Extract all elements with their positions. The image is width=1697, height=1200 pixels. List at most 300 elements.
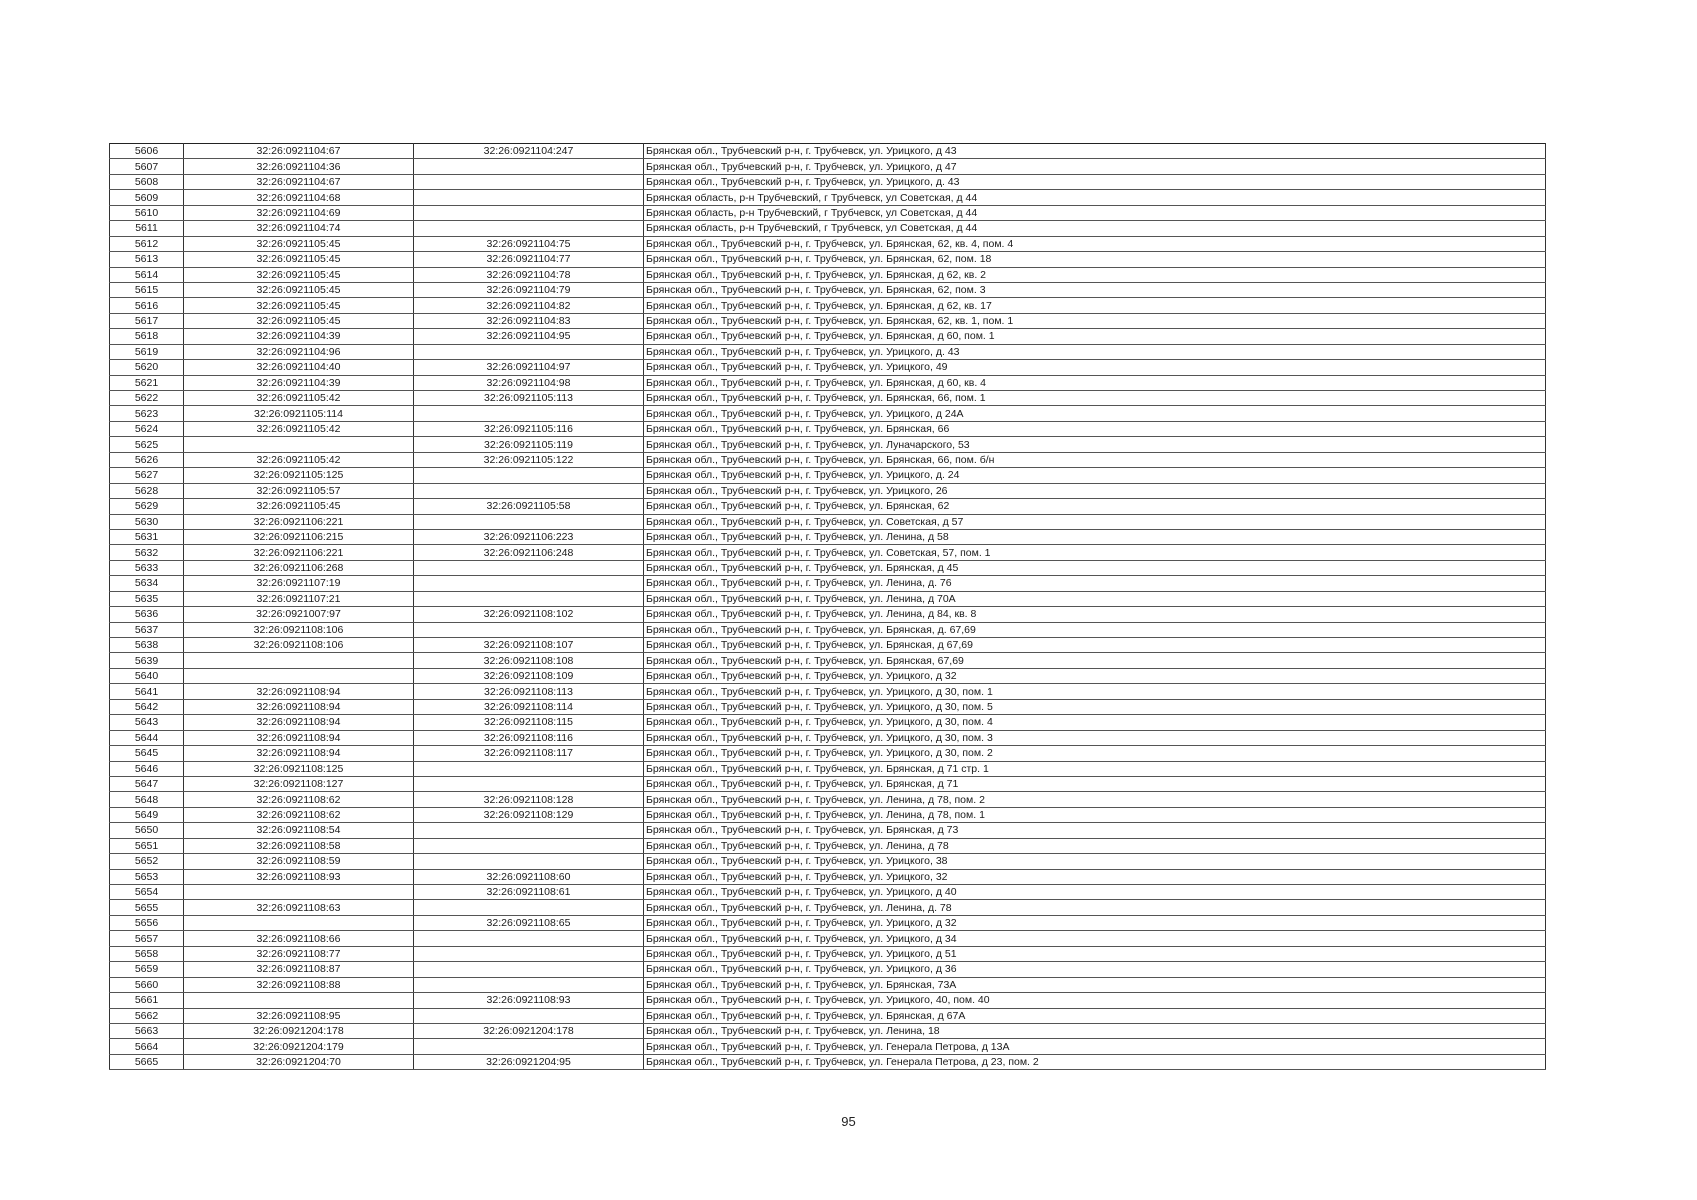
address-cell: Брянская обл., Трубчевский р-н, г. Трубчевск, ул. Ленина, д 78, пом. 1 [644,807,1546,822]
row-number-cell: 5633 [110,560,184,575]
row-number-cell: 5644 [110,730,184,745]
table-row [110,684,1546,699]
row-number-cell: 5614 [110,267,184,282]
parcel-number-cell: 32:26:0921104:67 [184,174,414,189]
row-number-cell: 5624 [110,421,184,436]
row-number-cell: 5664 [110,1039,184,1054]
address-cell: Брянская обл., Трубчевский р-н, г. Трубчевск, ул. Луначарского, 53 [644,437,1546,452]
parcel-number-cell: 32:26:0921108:127 [184,776,414,791]
row-number-cell: 5620 [110,360,184,375]
parcel-number-cell: 32:26:0921104:40 [184,360,414,375]
table-row [110,993,1546,1008]
object-number-cell: 32:26:0921108:115 [414,715,644,730]
address-cell: Брянская обл., Трубчевский р-н, г. Трубчевск, ул. Урицкого, 49 [644,360,1546,375]
row-number-cell: 5613 [110,252,184,267]
parcel-number-cell [184,993,414,1008]
row-number-cell: 5653 [110,869,184,884]
row-number-cell: 5648 [110,792,184,807]
object-number-cell: 32:26:0921108:102 [414,607,644,622]
table-row [110,576,1546,591]
table-row [110,607,1546,622]
row-number-cell: 5631 [110,529,184,544]
address-cell: Брянская обл., Трубчевский р-н, г. Трубчевск, ул. Брянская, 66, пом. 1 [644,391,1546,406]
parcel-number-cell: 32:26:0921104:69 [184,205,414,220]
table-row [110,221,1546,236]
address-cell: Брянская обл., Трубчевский р-н, г. Трубчевск, ул. Брянская, д 71 стр. 1 [644,761,1546,776]
table-row [110,529,1546,544]
table-row [110,468,1546,483]
row-number-cell: 5643 [110,715,184,730]
object-number-cell [414,344,644,359]
address-cell: Брянская обл., Трубчевский р-н, г. Трубчевск, ул. Ленина, д. 76 [644,576,1546,591]
parcel-number-cell: 32:26:0921105:125 [184,468,414,483]
object-number-cell [414,838,644,853]
table-row [110,360,1546,375]
object-number-cell: 32:26:0921104:83 [414,313,644,328]
row-number-cell: 5639 [110,653,184,668]
row-number-cell: 5606 [110,144,184,159]
parcel-number-cell: 32:26:0921108:93 [184,869,414,884]
address-cell: Брянская обл., Трубчевский р-н, г. Трубчевск, ул. Брянская, 62, кв. 4, пом. 4 [644,236,1546,251]
table-row [110,699,1546,714]
row-number-cell: 5658 [110,946,184,961]
address-cell: Брянская обл., Трубчевский р-н, г. Трубчевск, ул. Ленина, д. 78 [644,900,1546,915]
row-number-cell: 5607 [110,159,184,174]
address-cell: Брянская обл., Трубчевский р-н, г. Трубчевск, ул. Ленина, д 70А [644,591,1546,606]
table-row [110,931,1546,946]
address-cell: Брянская обл., Трубчевский р-н, г. Трубчевск, ул. Урицкого, д. 43 [644,344,1546,359]
object-number-cell: 32:26:0921108:114 [414,699,644,714]
address-cell: Брянская обл., Трубчевский р-н, г. Трубчевск, ул. Советская, 57, пом. 1 [644,545,1546,560]
object-number-cell: 32:26:0921105:58 [414,499,644,514]
parcel-number-cell: 32:26:0921106:221 [184,514,414,529]
address-cell: Брянская обл., Трубчевский р-н, г. Трубчевск, ул. Брянская, д 62, кв. 2 [644,267,1546,282]
row-number-cell: 5638 [110,638,184,653]
parcel-number-cell [184,885,414,900]
row-number-cell: 5635 [110,591,184,606]
table-row [110,514,1546,529]
address-cell: Брянская обл., Трубчевский р-н, г. Трубчевск, ул. Генерала Петрова, д 13А [644,1039,1546,1054]
address-cell: Брянская обл., Трубчевский р-н, г. Трубчевск, ул. Брянская, д. 67,69 [644,622,1546,637]
address-cell: Брянская обл., Трубчевский р-н, г. Трубчевск, ул. Урицкого, д 40 [644,885,1546,900]
row-number-cell: 5647 [110,776,184,791]
object-number-cell: 32:26:0921108:113 [414,684,644,699]
table-row [110,267,1546,282]
row-number-cell: 5629 [110,499,184,514]
parcel-number-cell [184,915,414,930]
parcel-number-cell [184,668,414,683]
address-cell: Брянская обл., Трубчевский р-н, г. Трубчевск, ул. Ленина, д 78 [644,838,1546,853]
parcel-number-cell: 32:26:0921204:178 [184,1023,414,1038]
object-number-cell [414,190,644,205]
object-number-cell: 32:26:0921204:95 [414,1054,644,1069]
object-number-cell: 32:26:0921108:129 [414,807,644,822]
address-cell: Брянская обл., Трубчевский р-н, г. Трубчевск, ул. Урицкого, 40, пом. 40 [644,993,1546,1008]
table-row [110,1054,1546,1069]
row-number-cell: 5615 [110,282,184,297]
address-cell: Брянская обл., Трубчевский р-н, г. Трубчевск, ул. Урицкого, д 34 [644,931,1546,946]
object-number-cell [414,514,644,529]
object-number-cell: 32:26:0921105:119 [414,437,644,452]
object-number-cell [414,962,644,977]
object-number-cell: 32:26:0921108:93 [414,993,644,1008]
row-number-cell: 5622 [110,391,184,406]
table-row [110,205,1546,220]
parcel-number-cell: 32:26:0921108:94 [184,699,414,714]
table-row [110,838,1546,853]
parcel-number-cell: 32:26:0921108:77 [184,946,414,961]
row-number-cell: 5641 [110,684,184,699]
object-number-cell [414,931,644,946]
row-number-cell: 5651 [110,838,184,853]
object-number-cell [414,622,644,637]
address-cell: Брянская обл., Трубчевский р-н, г. Трубчевск, ул. Брянская, д 60, кв. 4 [644,375,1546,390]
object-number-cell [414,406,644,421]
parcel-number-cell: 32:26:0921108:62 [184,792,414,807]
address-cell: Брянская обл., Трубчевский р-н, г. Трубчевск, ул. Урицкого, д 30, пом. 1 [644,684,1546,699]
table-row [110,344,1546,359]
table-row [110,190,1546,205]
parcel-number-cell: 32:26:0921104:96 [184,344,414,359]
table-row [110,900,1546,915]
object-number-cell: 32:26:0921108:108 [414,653,644,668]
object-number-cell: 32:26:0921104:79 [414,282,644,297]
object-number-cell [414,946,644,961]
object-number-cell [414,977,644,992]
object-number-cell: 32:26:0921108:107 [414,638,644,653]
row-number-cell: 5608 [110,174,184,189]
object-number-cell: 32:26:0921106:248 [414,545,644,560]
parcel-number-cell: 32:26:0921104:67 [184,144,414,159]
address-cell: Брянская обл., Трубчевский р-н, г. Трубчевск, ул. Брянская, 66 [644,421,1546,436]
page-number: 95 [841,1114,856,1129]
object-number-cell [414,174,644,189]
address-cell: Брянская обл., Трубчевский р-н, г. Трубчевск, ул. Урицкого, д 30, пом. 4 [644,715,1546,730]
table-row [110,823,1546,838]
table-row [110,282,1546,297]
object-number-cell [414,221,644,236]
row-number-cell: 5662 [110,1008,184,1023]
table-row [110,946,1546,961]
address-cell: Брянская обл., Трубчевский р-н, г. Трубчевск, ул. Брянская, 62, кв. 1, пом. 1 [644,313,1546,328]
address-cell: Брянская обл., Трубчевский р-н, г. Трубчевск, ул. Брянская, д 45 [644,560,1546,575]
parcel-number-cell: 32:26:0921108:106 [184,622,414,637]
address-cell: Брянская обл., Трубчевский р-н, г. Трубчевск, ул. Брянская, д 73 [644,823,1546,838]
object-number-cell [414,560,644,575]
parcel-number-cell: 32:26:0921108:94 [184,715,414,730]
address-cell: Брянская обл., Трубчевский р-н, г. Трубчевск, ул. Брянская, 67,69 [644,653,1546,668]
table-row [110,977,1546,992]
parcel-number-cell: 32:26:0921108:66 [184,931,414,946]
parcel-number-cell: 32:26:0921104:36 [184,159,414,174]
object-number-cell: 32:26:0921104:78 [414,267,644,282]
address-cell: Брянская обл., Трубчевский р-н, г. Трубчевск, ул. Ленина, д 84, кв. 8 [644,607,1546,622]
object-number-cell: 32:26:0921105:113 [414,391,644,406]
table-row [110,406,1546,421]
row-number-cell: 5637 [110,622,184,637]
object-number-cell: 32:26:0921104:95 [414,329,644,344]
parcel-number-cell: 32:26:0921105:114 [184,406,414,421]
address-cell: Брянская обл., Трубчевский р-н, г. Трубчевск, ул. Брянская, 66, пом. б/н [644,452,1546,467]
row-number-cell: 5640 [110,668,184,683]
row-number-cell: 5612 [110,236,184,251]
table-row [110,962,1546,977]
row-number-cell: 5655 [110,900,184,915]
object-number-cell [414,1008,644,1023]
parcel-number-cell: 32:26:0921108:58 [184,838,414,853]
register-table [109,143,1546,1070]
address-cell: Брянская обл., Трубчевский р-н, г. Трубчевск, ул. Брянская, 62, пом. 18 [644,252,1546,267]
object-number-cell: 32:26:0921204:178 [414,1023,644,1038]
parcel-number-cell: 32:26:0921108:125 [184,761,414,776]
parcel-number-cell: 32:26:0921108:59 [184,854,414,869]
row-number-cell: 5632 [110,545,184,560]
table-row [110,638,1546,653]
table-row [110,159,1546,174]
object-number-cell: 32:26:0921108:116 [414,730,644,745]
row-number-cell: 5659 [110,962,184,977]
object-number-cell: 32:26:0921104:75 [414,236,644,251]
table-row [110,653,1546,668]
table-row [110,236,1546,251]
object-number-cell [414,159,644,174]
parcel-number-cell: 32:26:0921107:21 [184,591,414,606]
address-cell: Брянская обл., Трубчевский р-н, г. Трубчевск, ул. Урицкого, д 32 [644,668,1546,683]
object-number-cell: 32:26:0921106:223 [414,529,644,544]
object-number-cell [414,591,644,606]
row-number-cell: 5630 [110,514,184,529]
parcel-number-cell: 32:26:0921105:45 [184,236,414,251]
address-cell: Брянская обл., Трубчевский р-н, г. Трубчевск, ул. Брянская, 73А [644,977,1546,992]
parcel-number-cell: 32:26:0921105:45 [184,499,414,514]
address-cell: Брянская обл., Трубчевский р-н, г. Трубчевск, ул. Урицкого, д 36 [644,962,1546,977]
table-row [110,483,1546,498]
address-cell: Брянская обл., Трубчевский р-н, г. Трубчевск, ул. Урицкого, д 30, пом. 3 [644,730,1546,745]
address-cell: Брянская область, р-н Трубчевский, г Трубчевск, ул Советская, д 44 [644,205,1546,220]
object-number-cell [414,854,644,869]
parcel-number-cell: 32:26:0921106:215 [184,529,414,544]
parcel-number-cell: 32:26:0921204:70 [184,1054,414,1069]
parcel-number-cell: 32:26:0921108:88 [184,977,414,992]
object-number-cell [414,823,644,838]
table-row [110,807,1546,822]
object-number-cell: 32:26:0921108:65 [414,915,644,930]
parcel-number-cell: 32:26:0921105:42 [184,421,414,436]
object-number-cell: 32:26:0921108:128 [414,792,644,807]
row-number-cell: 5619 [110,344,184,359]
parcel-number-cell [184,437,414,452]
parcel-number-cell: 32:26:0921104:74 [184,221,414,236]
row-number-cell: 5628 [110,483,184,498]
row-number-cell: 5610 [110,205,184,220]
table-row [110,1039,1546,1054]
table-row [110,174,1546,189]
table-row [110,591,1546,606]
table-row [110,854,1546,869]
object-number-cell: 32:26:0921104:247 [414,144,644,159]
address-cell: Брянская обл., Трубчевский р-н, г. Трубчевск, ул. Урицкого, д. 43 [644,174,1546,189]
parcel-number-cell: 32:26:0921007:97 [184,607,414,622]
address-cell: Брянская обл., Трубчевский р-н, г. Трубчевск, ул. Урицкого, д. 24 [644,468,1546,483]
parcel-number-cell: 32:26:0921105:42 [184,391,414,406]
row-number-cell: 5650 [110,823,184,838]
table-row [110,298,1546,313]
address-cell: Брянская обл., Трубчевский р-н, г. Трубчевск, ул. Брянская, д 71 [644,776,1546,791]
parcel-number-cell: 32:26:0921204:179 [184,1039,414,1054]
table-row [110,776,1546,791]
register-table-body [110,144,1546,1070]
address-cell: Брянская обл., Трубчевский р-н, г. Трубчевск, ул. Урицкого, д 24А [644,406,1546,421]
row-number-cell: 5627 [110,468,184,483]
row-number-cell: 5634 [110,576,184,591]
parcel-number-cell: 32:26:0921105:57 [184,483,414,498]
address-cell: Брянская обл., Трубчевский р-н, г. Трубчевск, ул. Брянская, д 67А [644,1008,1546,1023]
row-number-cell: 5646 [110,761,184,776]
row-number-cell: 5652 [110,854,184,869]
address-cell: Брянская обл., Трубчевский р-н, г. Трубчевск, ул. Советская, д 57 [644,514,1546,529]
object-number-cell: 32:26:0921108:61 [414,885,644,900]
object-number-cell: 32:26:0921105:122 [414,452,644,467]
address-cell: Брянская обл., Трубчевский р-н, г. Трубчевск, ул. Генерала Петрова, д 23, пом. 2 [644,1054,1546,1069]
parcel-number-cell: 32:26:0921105:42 [184,452,414,467]
object-number-cell [414,483,644,498]
table-row [110,252,1546,267]
table-row [110,885,1546,900]
parcel-number-cell: 32:26:0921105:45 [184,267,414,282]
table-row [110,560,1546,575]
table-row [110,391,1546,406]
address-cell: Брянская обл., Трубчевский р-н, г. Трубчевск, ул. Брянская, д 67,69 [644,638,1546,653]
object-number-cell [414,900,644,915]
address-cell: Брянская обл., Трубчевский р-н, г. Трубчевск, ул. Брянская, д 62, кв. 17 [644,298,1546,313]
parcel-number-cell: 32:26:0921105:45 [184,313,414,328]
table-row [110,1023,1546,1038]
address-cell: Брянская обл., Трубчевский р-н, г. Трубчевск, ул. Урицкого, д 43 [644,144,1546,159]
address-cell: Брянская обл., Трубчевский р-н, г. Трубчевск, ул. Урицкого, д 32 [644,915,1546,930]
parcel-number-cell: 32:26:0921106:268 [184,560,414,575]
parcel-number-cell: 32:26:0921104:68 [184,190,414,205]
address-cell: Брянская обл., Трубчевский р-н, г. Трубчевск, ул. Урицкого, 26 [644,483,1546,498]
object-number-cell [414,576,644,591]
parcel-number-cell: 32:26:0921108:63 [184,900,414,915]
row-number-cell: 5618 [110,329,184,344]
address-cell: Брянская обл., Трубчевский р-н, г. Трубчевск, ул. Урицкого, д 30, пом. 5 [644,699,1546,714]
object-number-cell [414,205,644,220]
object-number-cell: 32:26:0921105:116 [414,421,644,436]
table-row [110,499,1546,514]
row-number-cell: 5656 [110,915,184,930]
parcel-number-cell: 32:26:0921108:87 [184,962,414,977]
address-cell: Брянская обл., Трубчевский р-н, г. Трубчевск, ул. Брянская, 62, пом. 3 [644,282,1546,297]
table-row [110,1008,1546,1023]
address-cell: Брянская обл., Трубчевский р-н, г. Трубчевск, ул. Урицкого, 32 [644,869,1546,884]
parcel-number-cell: 32:26:0921104:39 [184,329,414,344]
row-number-cell: 5625 [110,437,184,452]
table-row [110,329,1546,344]
object-number-cell [414,776,644,791]
table-row [110,313,1546,328]
address-cell: Брянская обл., Трубчевский р-н, г. Трубчевск, ул. Ленина, 18 [644,1023,1546,1038]
address-cell: Брянская обл., Трубчевский р-н, г. Трубчевск, ул. Ленина, д 58 [644,529,1546,544]
parcel-number-cell: 32:26:0921108:54 [184,823,414,838]
parcel-number-cell: 32:26:0921106:221 [184,545,414,560]
table-row [110,144,1546,159]
parcel-number-cell: 32:26:0921105:45 [184,298,414,313]
row-number-cell: 5617 [110,313,184,328]
row-number-cell: 5654 [110,885,184,900]
row-number-cell: 5636 [110,607,184,622]
address-cell: Брянская обл., Трубчевский р-н, г. Трубчевск, ул. Брянская, 62 [644,499,1546,514]
table-row [110,715,1546,730]
table-row [110,452,1546,467]
object-number-cell: 32:26:0921104:77 [414,252,644,267]
address-cell: Брянская область, р-н Трубчевский, г Трубчевск, ул Советская, д 44 [644,221,1546,236]
address-cell: Брянская обл., Трубчевский р-н, г. Трубчевск, ул. Ленина, д 78, пом. 2 [644,792,1546,807]
object-number-cell [414,468,644,483]
object-number-cell: 32:26:0921108:109 [414,668,644,683]
parcel-number-cell: 32:26:0921108:94 [184,730,414,745]
row-number-cell: 5642 [110,699,184,714]
table-row [110,668,1546,683]
parcel-number-cell: 32:26:0921108:95 [184,1008,414,1023]
table-row [110,437,1546,452]
table-row [110,545,1546,560]
table-row [110,375,1546,390]
parcel-number-cell: 32:26:0921107:19 [184,576,414,591]
row-number-cell: 5623 [110,406,184,421]
parcel-number-cell [184,653,414,668]
table-row [110,730,1546,745]
row-number-cell: 5657 [110,931,184,946]
object-number-cell [414,761,644,776]
row-number-cell: 5661 [110,993,184,1008]
row-number-cell: 5663 [110,1023,184,1038]
parcel-number-cell: 32:26:0921105:45 [184,282,414,297]
parcel-number-cell: 32:26:0921105:45 [184,252,414,267]
row-number-cell: 5616 [110,298,184,313]
row-number-cell: 5611 [110,221,184,236]
row-number-cell: 5665 [110,1054,184,1069]
table-row [110,869,1546,884]
row-number-cell: 5649 [110,807,184,822]
object-number-cell [414,1039,644,1054]
table-row [110,622,1546,637]
object-number-cell: 32:26:0921108:117 [414,746,644,761]
object-number-cell: 32:26:0921108:60 [414,869,644,884]
parcel-number-cell: 32:26:0921108:106 [184,638,414,653]
table-row [110,761,1546,776]
object-number-cell: 32:26:0921104:82 [414,298,644,313]
table-row [110,915,1546,930]
parcel-number-cell: 32:26:0921108:94 [184,746,414,761]
table-row [110,746,1546,761]
row-number-cell: 5626 [110,452,184,467]
parcel-number-cell: 32:26:0921104:39 [184,375,414,390]
row-number-cell: 5609 [110,190,184,205]
address-cell: Брянская обл., Трубчевский р-н, г. Трубчевск, ул. Урицкого, 38 [644,854,1546,869]
address-cell: Брянская обл., Трубчевский р-н, г. Трубчевск, ул. Урицкого, д 47 [644,159,1546,174]
row-number-cell: 5621 [110,375,184,390]
table-row [110,792,1546,807]
table-row [110,421,1546,436]
parcel-number-cell: 32:26:0921108:62 [184,807,414,822]
address-cell: Брянская обл., Трубчевский р-н, г. Трубчевск, ул. Урицкого, д 30, пом. 2 [644,746,1546,761]
address-cell: Брянская обл., Трубчевский р-н, г. Трубчевск, ул. Брянская, д 60, пом. 1 [644,329,1546,344]
parcel-number-cell: 32:26:0921108:94 [184,684,414,699]
row-number-cell: 5660 [110,977,184,992]
object-number-cell: 32:26:0921104:97 [414,360,644,375]
address-cell: Брянская обл., Трубчевский р-н, г. Трубчевск, ул. Урицкого, д 51 [644,946,1546,961]
